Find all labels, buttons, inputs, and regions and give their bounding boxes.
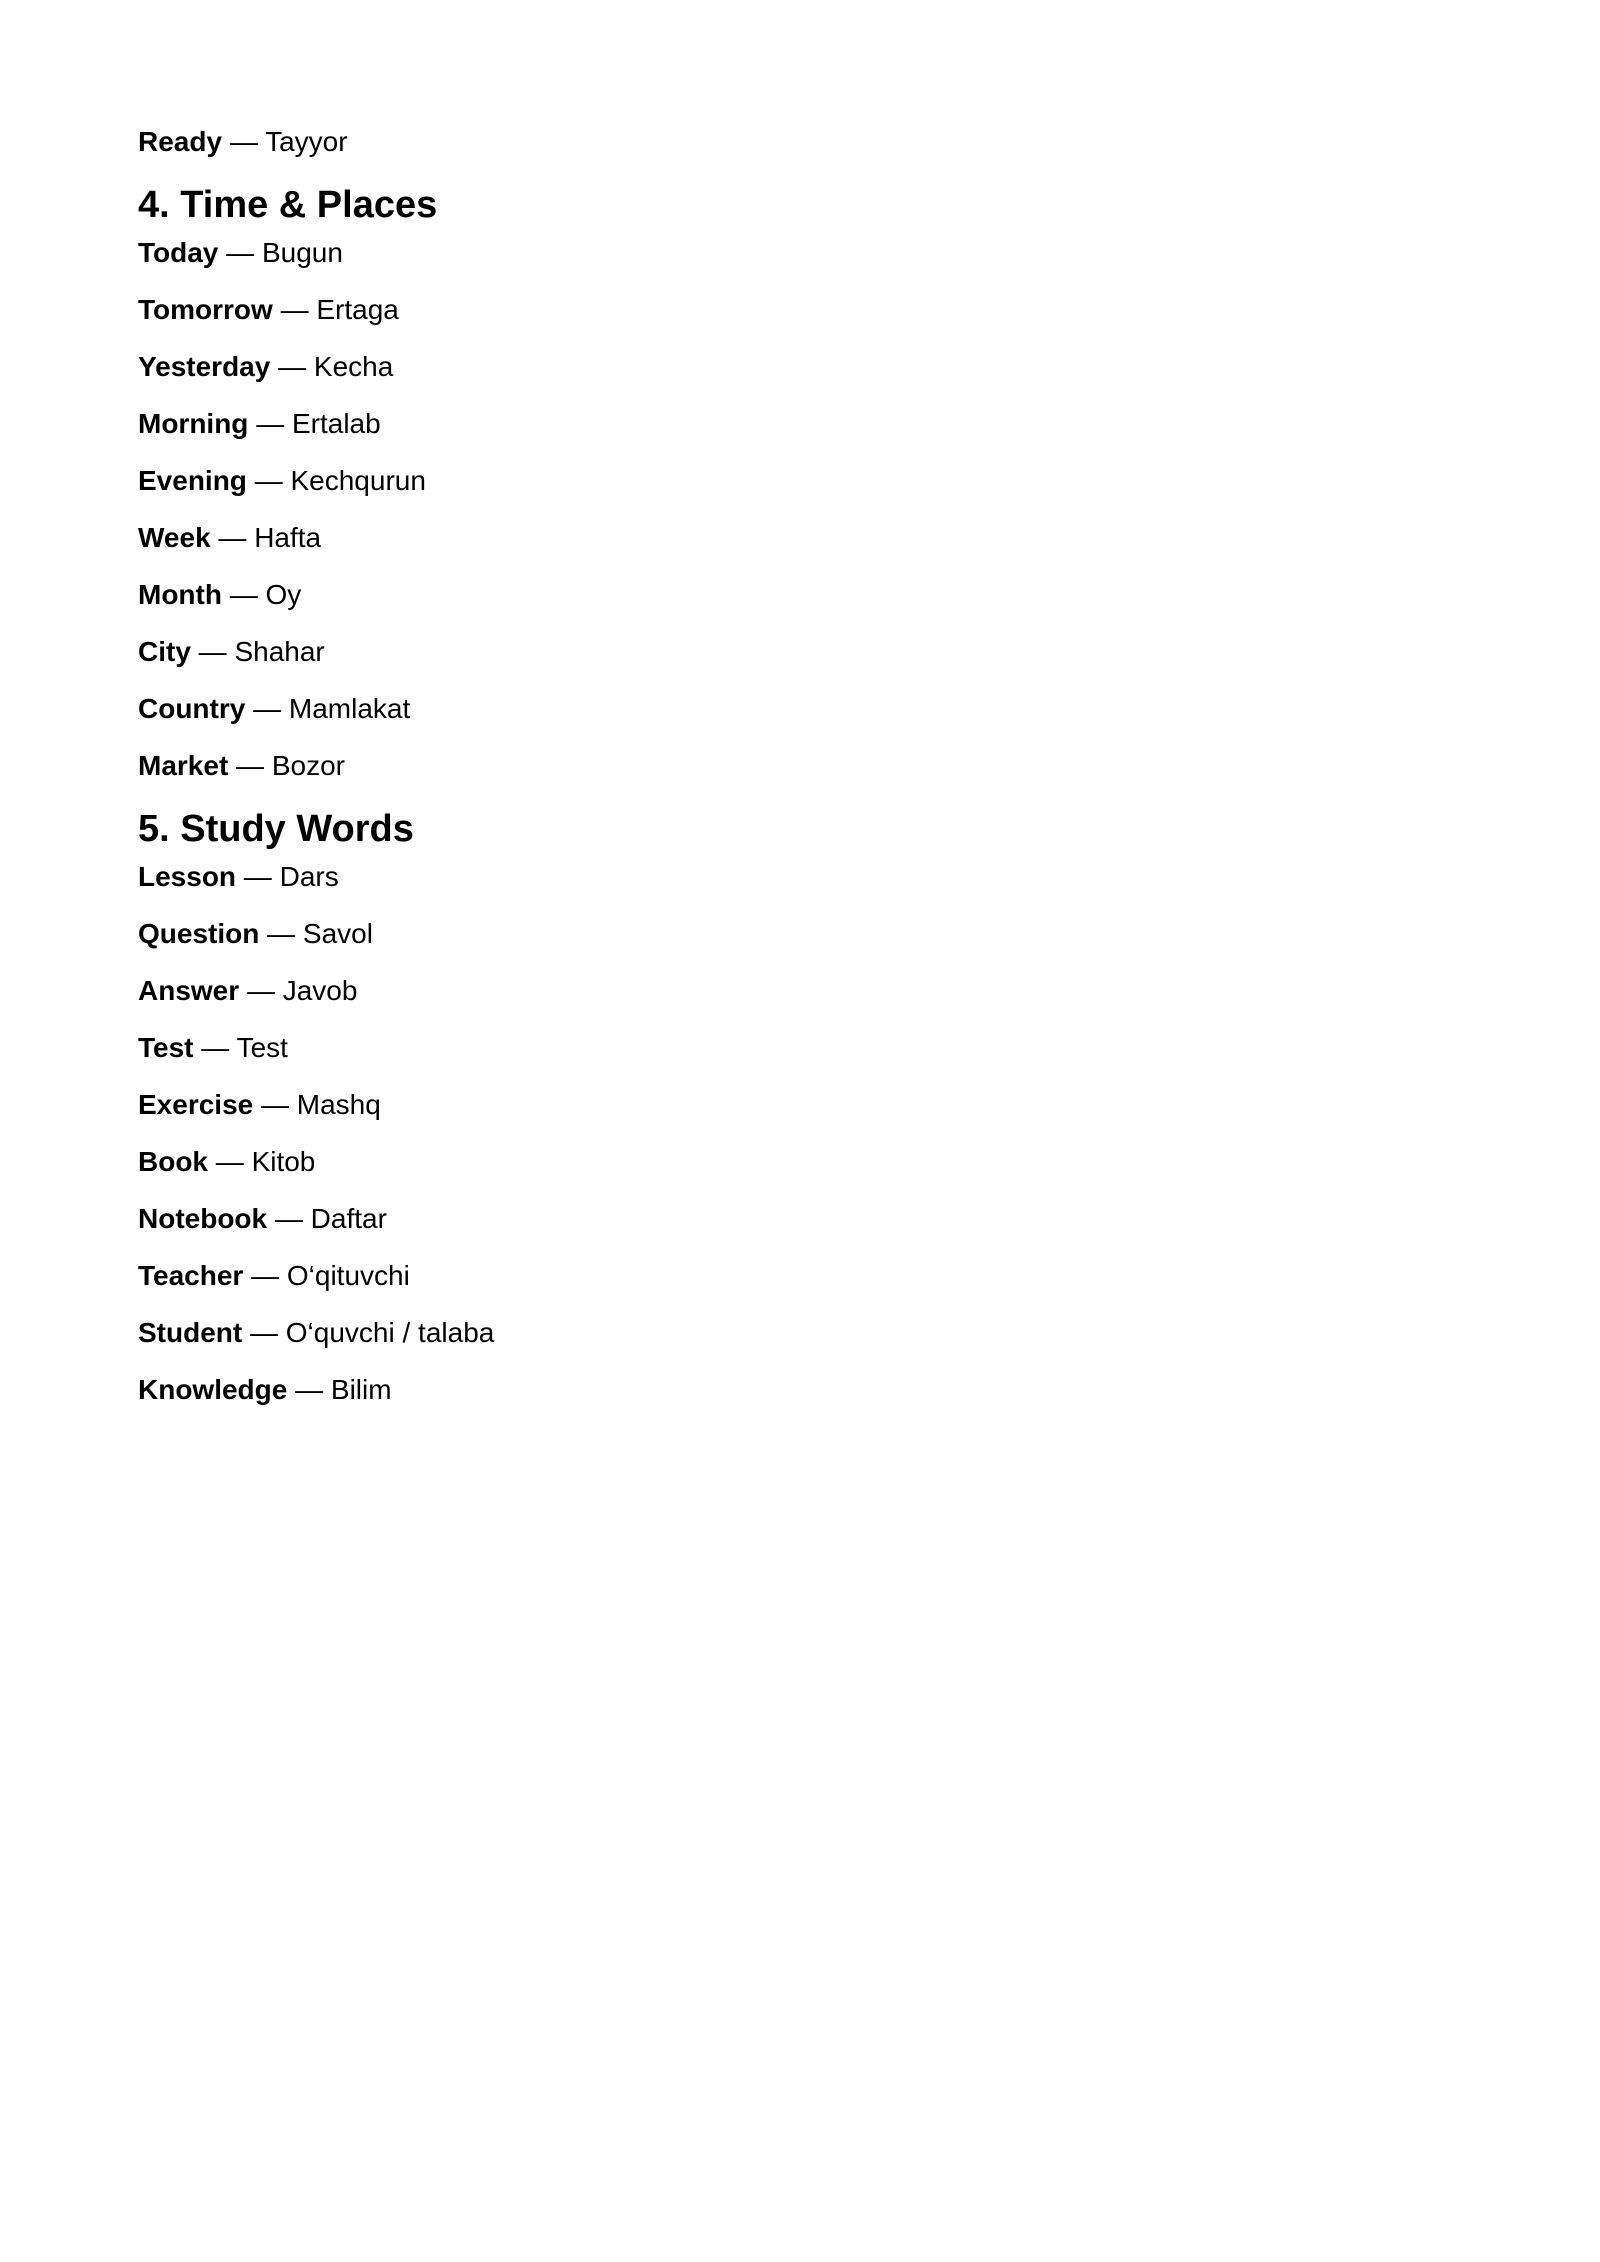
vocab-entry: [138, 294, 1438, 326]
vocab-translation: Bozor: [271, 750, 345, 781]
vocab-entry: [138, 465, 1438, 497]
vocab-term: Evening: [138, 465, 247, 496]
vocab-translation: Javob: [282, 975, 358, 1006]
vocab-separator: —: [228, 750, 272, 781]
vocab-translation: Tayyor: [265, 126, 348, 157]
document-page: [138, 126, 1438, 1431]
vocab-term: Answer: [138, 975, 240, 1006]
section-time-places: [138, 183, 1438, 782]
vocab-entry: [138, 579, 1438, 611]
vocab-term: Market: [138, 750, 229, 781]
vocab-entry: [138, 351, 1438, 383]
vocab-separator: —: [210, 522, 255, 553]
section-study-words: [138, 807, 1438, 1406]
vocab-entry: [138, 918, 1438, 950]
vocab-separator: —: [267, 1203, 311, 1234]
vocab-entry: [138, 408, 1438, 440]
vocab-entry: [138, 1260, 1438, 1292]
vocab-translation: O‘qituvchi: [286, 1260, 410, 1291]
vocab-separator: —: [272, 294, 317, 325]
vocab-separator: —: [239, 975, 283, 1006]
vocab-term: Test: [138, 1032, 194, 1063]
vocab-term: Country: [138, 693, 246, 724]
vocab-separator: —: [287, 1374, 331, 1405]
vocab-term: Knowledge: [138, 1374, 288, 1405]
vocab-translation: Kechqurun: [290, 465, 426, 496]
vocab-separator: —: [259, 918, 303, 949]
vocab-translation: O‘quvchi / talaba: [285, 1317, 495, 1348]
vocab-term: Ready: [138, 126, 223, 157]
vocab-term: Notebook: [138, 1203, 268, 1234]
vocab-entry: [138, 693, 1438, 725]
vocab-term: Month: [138, 579, 222, 610]
vocab-entry: [138, 975, 1438, 1007]
vocab-term: Morning: [138, 408, 249, 439]
vocab-term: Teacher: [138, 1260, 244, 1291]
vocab-translation: Mamlakat: [288, 693, 411, 724]
vocab-separator: —: [246, 465, 291, 496]
vocab-entry: [138, 1032, 1438, 1064]
vocab-translation: Oy: [265, 579, 302, 610]
vocab-entry: [138, 1317, 1438, 1349]
vocab-separator: —: [242, 1317, 286, 1348]
vocab-translation: Dars: [279, 861, 339, 892]
vocab-entry: [138, 861, 1438, 893]
vocab-separator: —: [270, 351, 314, 382]
vocab-separator: —: [208, 1146, 252, 1177]
vocab-separator: —: [221, 579, 266, 610]
vocab-translation: Kecha: [313, 351, 394, 382]
vocab-separator: —: [245, 693, 289, 724]
vocab-term: Exercise: [138, 1089, 254, 1120]
section-heading: 4. Time & Places: [138, 184, 438, 226]
vocab-term: Student: [138, 1317, 243, 1348]
vocab-translation: Kitob: [251, 1146, 316, 1177]
vocab-translation: Mashq: [296, 1089, 381, 1120]
vocab-entry: [138, 1089, 1438, 1121]
vocab-term: Lesson: [138, 861, 237, 892]
intro-section: [138, 126, 1438, 158]
vocab-entry: [138, 1146, 1438, 1178]
vocab-entry: [138, 522, 1438, 554]
vocab-translation: Daftar: [310, 1203, 387, 1234]
vocab-separator: —: [193, 1032, 237, 1063]
vocab-term: City: [138, 636, 191, 667]
vocab-entry: [138, 237, 1438, 269]
vocab-term: Today: [138, 237, 219, 268]
vocab-entry: [138, 126, 1438, 158]
vocab-separator: —: [236, 861, 280, 892]
vocab-translation: Hafta: [254, 522, 322, 553]
section-heading: 5. Study Words: [138, 808, 414, 850]
vocab-translation: Bilim: [330, 1374, 392, 1405]
vocab-entry: [138, 636, 1438, 668]
vocab-entry: [138, 1203, 1438, 1235]
vocab-term: Yesterday: [138, 351, 271, 382]
vocab-translation: Test: [236, 1032, 288, 1063]
vocab-term: Tomorrow: [138, 294, 273, 325]
vocab-term: Question: [138, 918, 260, 949]
vocab-entry: [138, 750, 1438, 782]
vocab-separator: —: [243, 1260, 287, 1291]
vocab-translation: Ertalab: [291, 408, 381, 439]
vocab-separator: —: [190, 636, 235, 667]
vocab-separator: —: [253, 1089, 297, 1120]
vocab-separator: —: [218, 237, 262, 268]
vocab-term: Week: [138, 522, 211, 553]
vocab-separator: —: [248, 408, 292, 439]
vocab-translation: Savol: [302, 918, 373, 949]
vocab-entry: [138, 1374, 1438, 1406]
vocab-translation: Shahar: [234, 636, 325, 667]
vocab-term: Book: [138, 1146, 208, 1177]
vocab-separator: —: [222, 126, 266, 157]
vocab-translation: Bugun: [261, 237, 343, 268]
vocab-translation: Ertaga: [316, 294, 399, 325]
